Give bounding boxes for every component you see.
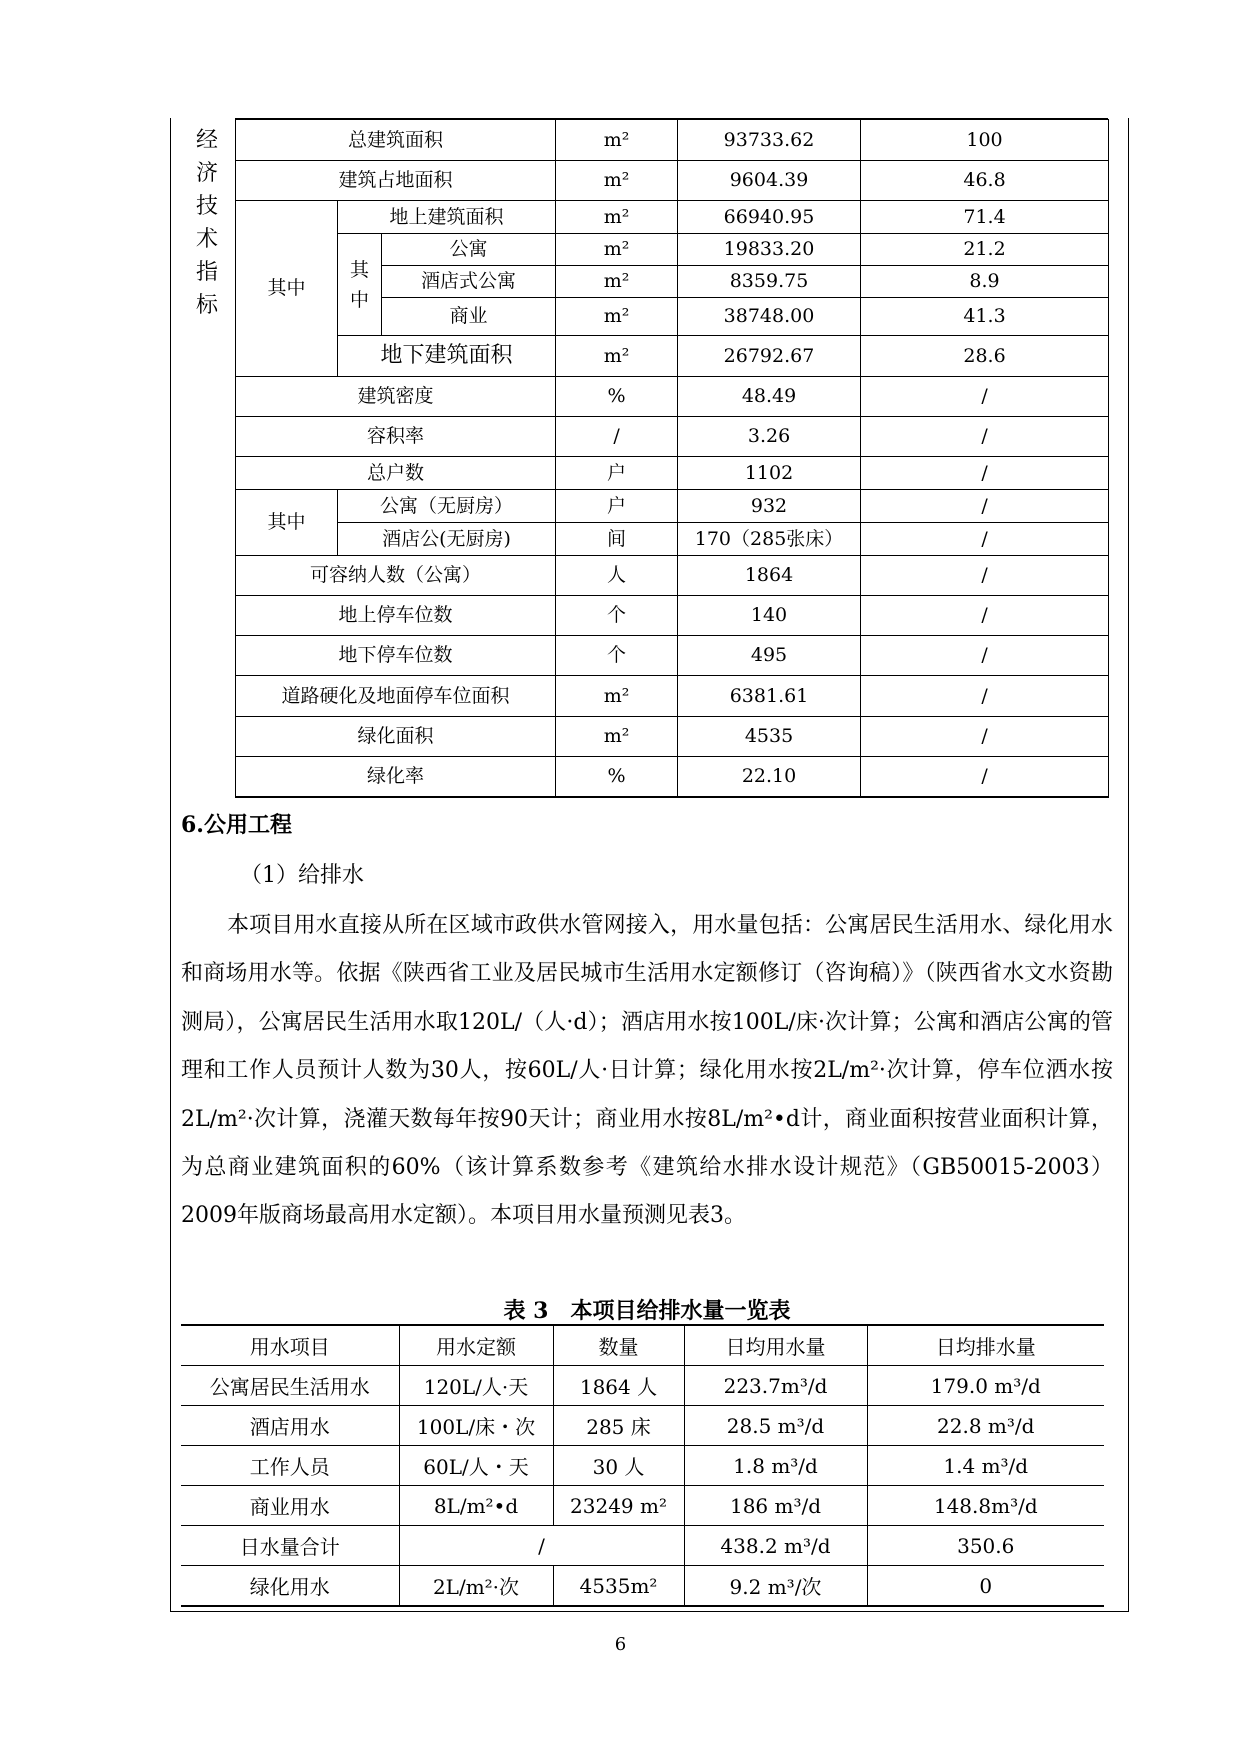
table-cell: 0: [867, 1566, 1104, 1607]
table-row: [181, 1406, 1104, 1446]
row-pct: 21.2: [861, 234, 1109, 266]
row-value: 48.49: [678, 377, 861, 417]
row-unit: m²: [556, 336, 678, 377]
row-pct: 100: [861, 120, 1109, 161]
row-label: 总户数: [236, 457, 556, 490]
table-row: [236, 636, 1109, 676]
table-row: [236, 377, 1109, 417]
table-cell: 148.8m³/d: [867, 1486, 1104, 1526]
row-label: 建筑密度: [236, 377, 556, 417]
row-pct: /: [861, 523, 1109, 556]
table-cell: 公寓居民生活用水: [181, 1366, 399, 1406]
table-row: [236, 523, 1109, 556]
row-pct: /: [861, 717, 1109, 757]
row-value: 19833.20: [678, 234, 861, 266]
column-header: 用水项目: [181, 1325, 399, 1366]
table-cell: 1.4 m³/d: [867, 1446, 1104, 1486]
row-value: 170（285张床）: [678, 523, 861, 556]
row-value: 1864: [678, 556, 861, 596]
row-pct: /: [861, 457, 1109, 490]
table-cell: 日水量合计: [181, 1526, 399, 1566]
row-unit: m²: [556, 234, 678, 266]
table-cell: 186 m³/d: [684, 1486, 867, 1526]
table-row: [236, 161, 1109, 201]
row-value: 4535: [678, 717, 861, 757]
table-row: [236, 120, 1109, 161]
row-value: 66940.95: [678, 201, 861, 234]
row-label: 容积率: [236, 417, 556, 457]
table-row: [181, 1366, 1104, 1406]
row-pct: 41.3: [861, 298, 1109, 336]
row-pct: /: [861, 377, 1109, 417]
column-header: 日均用水量: [684, 1325, 867, 1366]
row-pct: 8.9: [861, 266, 1109, 298]
row-pct: /: [861, 676, 1109, 717]
table-cell: 30 人: [553, 1446, 684, 1486]
row-label: 可容纳人数（公寓）: [236, 556, 556, 596]
row-value: 22.10: [678, 757, 861, 797]
table-total-row: [181, 1526, 1104, 1566]
row-unit: m²: [556, 201, 678, 234]
row-pct: 28.6: [861, 336, 1109, 377]
table-cell: 4535m²: [553, 1566, 684, 1607]
table-cell: 179.0 m³/d: [867, 1366, 1104, 1406]
table-cell: 绿化用水: [181, 1566, 399, 1607]
table-row: [236, 457, 1109, 490]
table-cell: 28.5 m³/d: [684, 1406, 867, 1446]
column-header: 用水定额: [399, 1325, 553, 1366]
table-cell: 9.2 m³/次: [684, 1566, 867, 1607]
row-label: 建筑占地面积: [236, 161, 556, 201]
row-unit: m²: [556, 161, 678, 201]
row-label: 绿化率: [236, 757, 556, 797]
table-cell: 100L/床・次: [399, 1406, 553, 1446]
section-subheading: （1）给排水: [240, 863, 364, 888]
row-label: 地下建筑面积: [338, 336, 556, 377]
row-value: 140: [678, 596, 861, 636]
row-unit: 户: [556, 457, 678, 490]
table-cell: 23249 m²: [553, 1486, 684, 1526]
table-cell: 1864 人: [553, 1366, 684, 1406]
row-value: 1102: [678, 457, 861, 490]
row-pct: 71.4: [861, 201, 1109, 234]
column-header: 日均排水量: [867, 1325, 1104, 1366]
row-label: 酒店式公寓: [382, 266, 556, 298]
row-unit: 人: [556, 556, 678, 596]
side-char: 标: [195, 293, 218, 318]
table-cell: /: [399, 1526, 684, 1566]
table-cell: 2L/m²·次: [399, 1566, 553, 1607]
side-char: 经: [195, 128, 218, 153]
table-row: [236, 417, 1109, 457]
row-unit: /: [556, 417, 678, 457]
row-pct: /: [861, 757, 1109, 797]
subgroup-text: 其中: [349, 258, 369, 311]
row-label: 总建筑面积: [236, 120, 556, 161]
table-row: [236, 234, 1109, 266]
row-pct: /: [861, 596, 1109, 636]
table-row: [236, 556, 1109, 596]
row-pct: 46.8: [861, 161, 1109, 201]
table-cell: 1.8 m³/d: [684, 1446, 867, 1486]
row-unit: m²: [556, 120, 678, 161]
row-unit: 间: [556, 523, 678, 556]
row-value: 93733.62: [678, 120, 861, 161]
side-char: 济: [195, 161, 218, 186]
row-value: 495: [678, 636, 861, 676]
group-label: 其中: [236, 490, 338, 556]
table-cell: 285 床: [553, 1406, 684, 1446]
row-pct: /: [861, 556, 1109, 596]
row-unit: 个: [556, 596, 678, 636]
table-cell: 酒店用水: [181, 1406, 399, 1446]
row-value: 9604.39: [678, 161, 861, 201]
row-value: 932: [678, 490, 861, 523]
table-cell: 350.6: [867, 1526, 1104, 1566]
econ-indicator-table: [235, 119, 1109, 798]
table-caption: 表 3 本项目给排水量一览表: [503, 1298, 791, 1324]
body-paragraph: 本项目用水直接从所在区域市政供水管网接入，用水量包括：公寓居民生活用水、绿化用水和商场用水等。依据《陕西省工业及居民城市生活用水定额修订（咨询稿）》（陕西省水文水资勘测局），公寓居民生活用水取120L/（人·d）；酒店用水按100L/床·次计算；公寓和酒店公寓的管理和工作人员预计人数为30人，按60L/人·日计算；绿化用水按2L/m²·次计算，停车位洒水按2L/m²·次计算，浇灌天数每年按90天计；商业用水按8L/m²•d计，商业面积按营业面积计算，为总商业建筑面积的60%（该计算系数参考《建筑给水排水设计规范》（GB50015-2003）2009年版商场最高用水定额）。本项目用水量预测见表3。: [181, 913, 1113, 1229]
section-heading: 6.公用工程: [181, 812, 292, 838]
page-number: 6: [614, 1634, 627, 1655]
water-table: [181, 1324, 1104, 1607]
row-label: 商业: [382, 298, 556, 336]
table-row: [236, 490, 1109, 523]
econ-side-label: [190, 124, 224, 322]
row-value: 6381.61: [678, 676, 861, 717]
row-label: 酒店公(无厨房): [338, 523, 556, 556]
row-label: 公寓（无厨房）: [338, 490, 556, 523]
row-unit: 户: [556, 490, 678, 523]
table-cell: 商业用水: [181, 1486, 399, 1526]
row-pct: /: [861, 490, 1109, 523]
table-header-row: [181, 1325, 1104, 1366]
table-row: [181, 1566, 1104, 1607]
row-unit: %: [556, 757, 678, 797]
row-label: 道路硬化及地面停车位面积: [236, 676, 556, 717]
subgroup-label: [338, 234, 382, 336]
table-row: [236, 201, 1109, 234]
row-label: 地下停车位数: [236, 636, 556, 676]
row-label: 公寓: [382, 234, 556, 266]
row-label: 绿化面积: [236, 717, 556, 757]
table-row: [236, 336, 1109, 377]
table-row: [181, 1486, 1104, 1526]
row-pct: /: [861, 417, 1109, 457]
side-char: 技: [195, 194, 218, 219]
row-unit: m²: [556, 298, 678, 336]
row-value: 8359.75: [678, 266, 861, 298]
side-char: 指: [195, 260, 218, 285]
table-row: [236, 596, 1109, 636]
row-label: 地上建筑面积: [338, 201, 556, 234]
row-unit: 个: [556, 636, 678, 676]
row-value: 26792.67: [678, 336, 861, 377]
group-label: 其中: [236, 201, 338, 377]
column-header: 数量: [553, 1325, 684, 1366]
table-row: [236, 717, 1109, 757]
table-cell: 120L/人·天: [399, 1366, 553, 1406]
table-cell: 22.8 m³/d: [867, 1406, 1104, 1446]
table-cell: 60L/人・天: [399, 1446, 553, 1486]
row-pct: /: [861, 636, 1109, 676]
table-cell: 438.2 m³/d: [684, 1526, 867, 1566]
table-cell: 工作人员: [181, 1446, 399, 1486]
row-label: 地上停车位数: [236, 596, 556, 636]
row-unit: %: [556, 377, 678, 417]
row-value: 38748.00: [678, 298, 861, 336]
row-value: 3.26: [678, 417, 861, 457]
row-unit: m²: [556, 676, 678, 717]
table-cell: 223.7m³/d: [684, 1366, 867, 1406]
side-char: 术: [195, 227, 218, 252]
table-row: [181, 1446, 1104, 1486]
table-row: [236, 757, 1109, 797]
row-unit: m²: [556, 266, 678, 298]
table-cell: 8L/m²•d: [399, 1486, 553, 1526]
row-unit: m²: [556, 717, 678, 757]
table-row: [236, 676, 1109, 717]
